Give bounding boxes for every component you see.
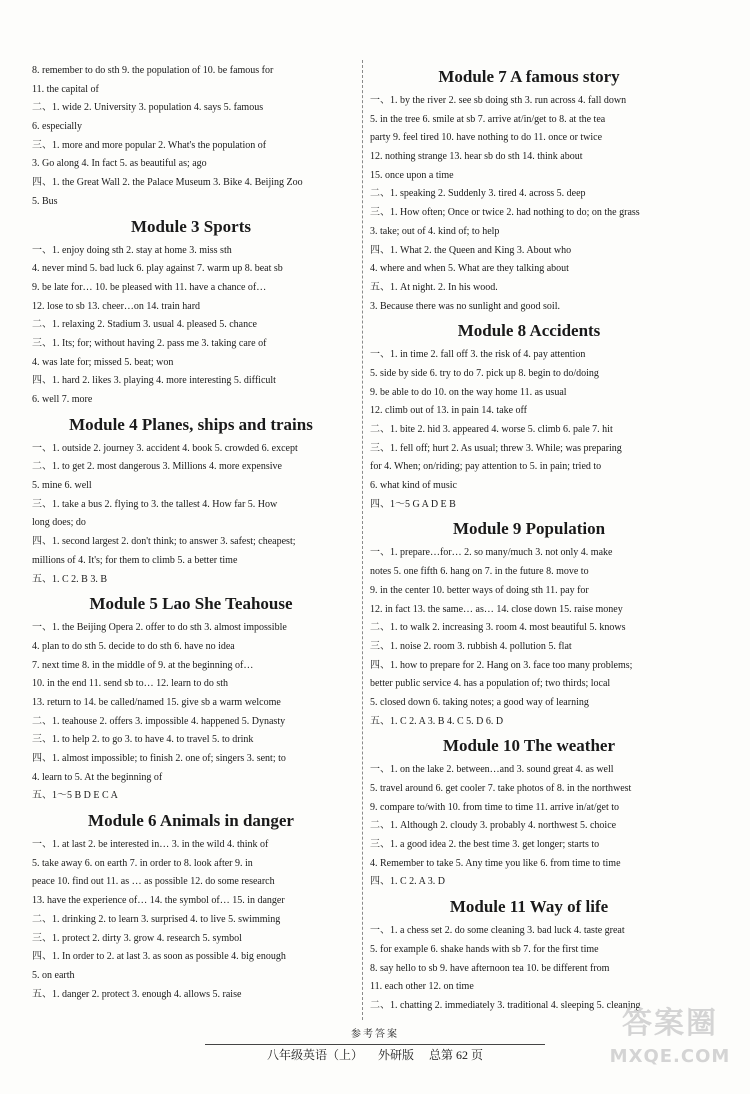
answer-line: 四、1. hard 2. likes 3. playing 4. more interesting 5. difficult [32, 375, 276, 387]
answer-line: 一、1. enjoy doing sth 2. stay at home 3. miss sth [32, 244, 232, 256]
footer-edition: 外研版 [377, 1048, 414, 1062]
answer-line: 5. mine 6. well [32, 480, 92, 492]
left-column [32, 62, 350, 1004]
answer-line: 一、1. a chess set 2. do some cleaning 3. bad luck 4. taste great [370, 925, 625, 937]
answer-line: 二、1. chatting 2. immediately 3. traditional 4. sleeping 5. cleaning [370, 999, 641, 1011]
answer-line: 5. closed down 6. taking notes; a good way of learning [370, 696, 589, 708]
answer-line: party 9. feel tired 10. have nothing to do 11. once or twice [370, 132, 603, 144]
answer-line: 5. for example 6. shake hands with sb 7. for the first time [370, 943, 599, 955]
answer-line: 一、1. outside 2. journey 3. accident 4. book 5. crowded 6. except [32, 442, 298, 454]
answer-line: 三、1. How often; Once or twice 2. had nothing to do; on the grass [370, 207, 640, 219]
answer-line: 9. compare to/with 10. from time to time 11. arrive in/at/get to [370, 801, 620, 813]
footer-rule [205, 1044, 545, 1045]
answer-line: 二、1. to walk 2. increasing 3. room 4. most beautiful 5. knows [370, 622, 626, 634]
answer-line: 四、1～5 G A D E B [370, 498, 456, 510]
answer-line: 一、1. the Beijing Opera 2. offer to do sth 3. almost impossible [32, 622, 287, 634]
answer-line: 9. be able to do 10. on the way home 11. as usual [370, 386, 567, 398]
answer-line: 4. never mind 5. bad luck 6. play against 7. warm up 8. beat sb [32, 263, 283, 275]
answer-line: 13. return to 14. be called/named 15. give sb a warm welcome [32, 696, 281, 708]
answer-line: 四、1. What 2. the Queen and King 3. About who [370, 244, 572, 256]
answer-line: 四、1. almost impossible; to finish 2. one of; singers 3. sent; to [32, 753, 286, 764]
footer-grade-subject: 八年级英语（上） [266, 1048, 363, 1062]
footer-caption: 参考答案 [351, 1029, 399, 1040]
answer-line: 5. travel around 6. get cooler 7. take photos of 8. in the northwest [370, 783, 632, 794]
answer-line: 9. be late for… 10. be pleased with 11. have a chance of… [32, 281, 267, 293]
module-heading: Module 10 The weather [442, 736, 616, 756]
module-heading: Module 4 Planes, ships and trains [69, 414, 313, 434]
answer-line: 三、1. a good idea 2. the best time 3. get longer; starts to [370, 839, 600, 851]
answer-line: 5. Bus [32, 195, 58, 207]
answer-line: 5. in the tree 6. smile at sb 7. arrive at/in/get to 8. at the tea [370, 113, 606, 125]
answer-line: 三、1. more and more popular 2. What's the population of [32, 139, 267, 151]
answer-line: 一、1. on the lake 2. between…and 3. sound great 4. as well [370, 764, 614, 776]
watermark-url: MXQE.COM [609, 1046, 731, 1067]
right-column [370, 62, 688, 1016]
answer-line: 二、1. to get 2. most dangerous 3. Millions 4. more expensive [32, 461, 282, 473]
answer-line: 四、1. C 2. A 3. D [370, 876, 446, 888]
answer-line: 三、1. to help 2. to go 3. to have 4. to travel 5. to drink [32, 734, 254, 746]
column-divider [362, 60, 363, 1020]
answer-line: 4. plan to do sth 5. decide to do sth 6. have no idea [32, 640, 235, 652]
answer-line: 6. what kind of music [370, 480, 457, 492]
answer-line: 8. say hello to sb 9. have afternoon tea 10. be different from [370, 962, 610, 974]
answer-line: 三、1. take a bus 2. flying to 3. the tallest 4. How far 5. How [32, 498, 278, 510]
answer-line: 5. take away 6. on earth 7. in order to 8. look after 9. in [32, 857, 253, 869]
answer-line: 5. on earth [32, 969, 75, 981]
answer-line: 6. especially [32, 121, 82, 133]
answer-line: 12. in fact 13. the same… as… 14. close down 15. raise money [370, 603, 623, 615]
answer-line: 11. each other 12. on time [370, 981, 474, 993]
answer-line: 12. lose to sb 13. cheer…on 14. train hard [32, 300, 201, 312]
answer-line: 三、1. Its; for; without having 2. pass me 3. taking care of [32, 337, 267, 349]
module-heading: Module 5 Lao She Teahouse [89, 594, 293, 614]
answer-line: 五、1～5 B D E C A [32, 790, 118, 802]
answer-line: 5. side by side 6. try to do 7. pick up 8. begin to do/doing [370, 367, 599, 379]
answer-line: 13. have the experience of… 14. the symbol of… 15. in danger [32, 895, 285, 907]
answer-line: 7. next time 8. in the middle of 9. at the beginning of… [32, 659, 254, 671]
answer-line: 二、1. teahouse 2. offers 3. impossible 4. happened 5. Dynasty [32, 715, 286, 727]
answer-line: 10. in the end 11. send sb to… 12. learn to do sth [32, 678, 228, 690]
answer-line: 三、1. noise 2. room 3. rubbish 4. pollution 5. flat [370, 640, 572, 652]
answer-line: 二、1. wide 2. University 3. population 4. says 5. famous [32, 102, 264, 114]
answer-line: 一、1. prepare…for… 2. so many/much 3. not only 4. make [370, 547, 613, 559]
answer-line: 6. well 7. more [32, 394, 93, 405]
answer-line: 3. Because there was no sunlight and good soil. [370, 300, 560, 312]
answer-line: 四、1. In order to 2. at last 3. as soon as possible 4. big enough [32, 951, 286, 963]
answer-line: 8. remember to do sth 9. the population of 10. be famous for [32, 65, 274, 76]
answer-line: long does; do [32, 517, 86, 529]
module-heading: Module 7 A famous story [438, 67, 620, 86]
answer-line: 三、1. fell off; hurt 2. As usual; threw 3. While; was preparing [370, 442, 622, 454]
answer-line: 一、1. in time 2. fall off 3. the risk of 4. pay attention [370, 349, 586, 361]
answer-line: 四、1. how to prepare for 2. Hang on 3. face too many problems; [370, 659, 633, 671]
answer-line: 一、1. by the river 2. see sb doing sth 3. run across 4. fall down [370, 95, 627, 106]
answer-line: notes 5. one fifth 6. hang on 7. in the future 8. move to [370, 566, 589, 578]
module-heading: Module 8 Accidents [457, 321, 601, 341]
answer-line: 4. learn to 5. At the beginning of [32, 771, 163, 783]
module-heading: Module 11 Way of life [449, 897, 609, 917]
answer-line: better public service 4. has a population of; two thirds; local [370, 678, 611, 690]
answer-line: 3. take; out of 4. kind of; to help [370, 225, 500, 237]
answer-line: 4. was late for; missed 5. beat; won [32, 356, 174, 368]
answer-line: millions of 4. It's; for them to climb 5. a better time [32, 554, 238, 566]
answer-line: 五、1. C 2. A 3. B 4. C 5. D 6. D [370, 715, 504, 727]
module-heading: Module 6 Animals in danger [88, 811, 294, 831]
answer-line: 12. climb out of 13. in pain 14. take off [370, 405, 528, 417]
answer-line: 15. once upon a time [370, 169, 454, 181]
site-watermark [600, 1002, 740, 1084]
answer-line: peace 10. find out 11. as … as possible 12. do some research [32, 876, 275, 888]
answer-line: 11. the capital of [32, 83, 99, 95]
answer-line: 二、1. Although 2. cloudy 3. probably 4. northwest 5. choice [370, 820, 617, 832]
answer-line: 4. where and when 5. What are they talking about [370, 263, 569, 275]
answer-line: 4. Remember to take 5. Any time you like 6. from time to time [370, 857, 621, 869]
answer-line: 3. Go along 4. In fact 5. as beautiful as; ago [32, 158, 207, 170]
answer-line: 9. in the center 10. better ways of doing sth 11. pay for [370, 584, 589, 596]
answer-line: 五、1. At night. 2. In his wood. [370, 281, 498, 293]
module-heading: Module 3 Sports [131, 216, 251, 236]
answer-line: 二、1. relaxing 2. Stadium 3. usual 4. pleased 5. chance [32, 319, 257, 331]
answer-line: 四、1. second largest 2. don't think; to answer 3. safest; cheapest; [32, 536, 296, 548]
module-heading: Module 9 Population [452, 519, 606, 539]
answer-line: 12. nothing strange 13. hear sb do sth 14. think about [370, 151, 583, 163]
answer-line: 四、1. the Great Wall 2. the Palace Museum 3. Bike 4. Beijing Zoo [32, 177, 303, 189]
answer-line: 二、1. drinking 2. to learn 3. surprised 4. to live 5. swimming [32, 913, 281, 925]
answer-line: 五、1. C 2. B 3. B [32, 573, 108, 585]
watermark-logo: 答案圈 [622, 1006, 718, 1041]
answer-line: 三、1. protect 2. dirty 3. grow 4. research 5. symbol [32, 932, 242, 944]
answer-line: 二、1. speaking 2. Suddenly 3. tired 4. across 5. deep [370, 188, 586, 200]
answer-line: for 4. When; on/riding; pay attention to 5. in pain; tried to [370, 461, 602, 473]
answer-line: 一、1. at last 2. be interested in… 3. in the wild 4. think of [32, 839, 269, 851]
answer-line: 二、1. bite 2. hid 3. appeared 4. worse 5. climb 6. pale 7. hit [370, 424, 613, 435]
footer-page-number: 总第 62 页 [429, 1048, 484, 1062]
answer-line: 五、1. danger 2. protect 3. enough 4. allows 5. raise [32, 988, 242, 1000]
